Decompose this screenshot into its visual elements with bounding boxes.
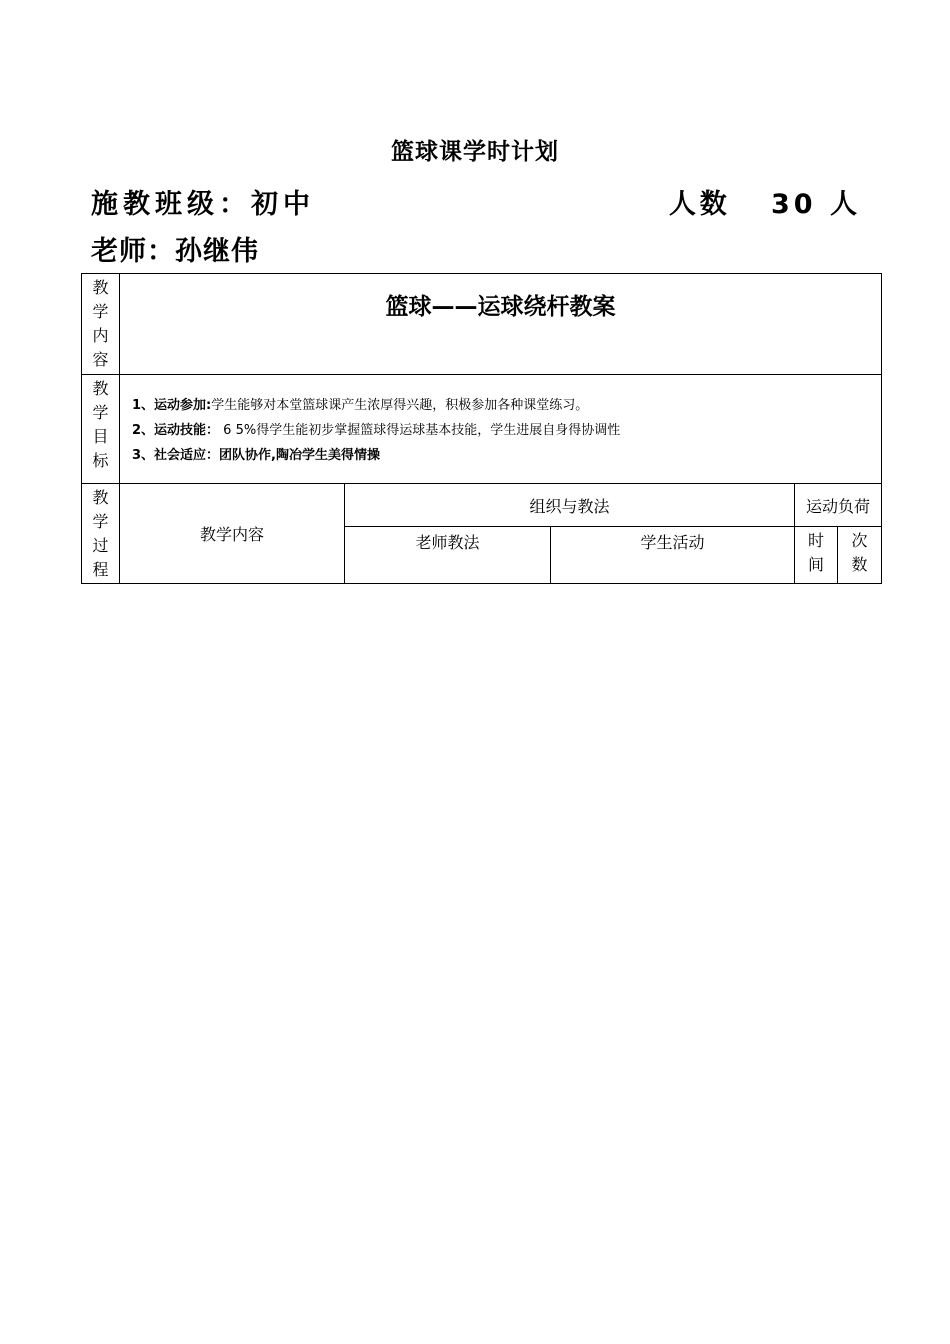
row-label-goals: 教 学 目 标 [82,375,120,484]
goal-item: 3、社会适应：团队协作,陶冶学生美得情操 [132,448,380,463]
page-title: 篮球课学时计划 [391,139,559,165]
teacher-method-header: 老师教法 [345,527,551,584]
exercise-load-header: 运动负荷 [795,484,882,527]
teaching-goals [120,375,882,484]
content-header: 教学内容 [120,484,345,584]
lesson-plan-table [81,273,882,584]
class-info-line [91,182,861,218]
count-header: 次 数 [838,527,882,584]
org-method-header: 组织与教法 [345,484,795,527]
teacher-label: 老师：孙继伟 [91,236,259,267]
lesson-title: 篮球——运球绕杆教案 [120,274,882,375]
class-label: 施教班级：初中 [91,189,315,220]
time-header: 时 间 [795,527,838,584]
student-activity-header: 学生活动 [551,527,795,584]
goal-item: 2、运动技能： 6 5%得学生能初步掌握篮球得运球基本技能，学生进展自身得协调性 [132,423,621,438]
row-label-content: 教 学 内 容 [82,274,120,375]
row-label-process: 教 学 过 程 [82,484,120,584]
student-count-label: 人数 30 人 [668,189,861,220]
goal-item: 1、运动参加:学生能够对本堂篮球课产生浓厚得兴趣，积极参加各种课堂练习。 [132,398,589,413]
